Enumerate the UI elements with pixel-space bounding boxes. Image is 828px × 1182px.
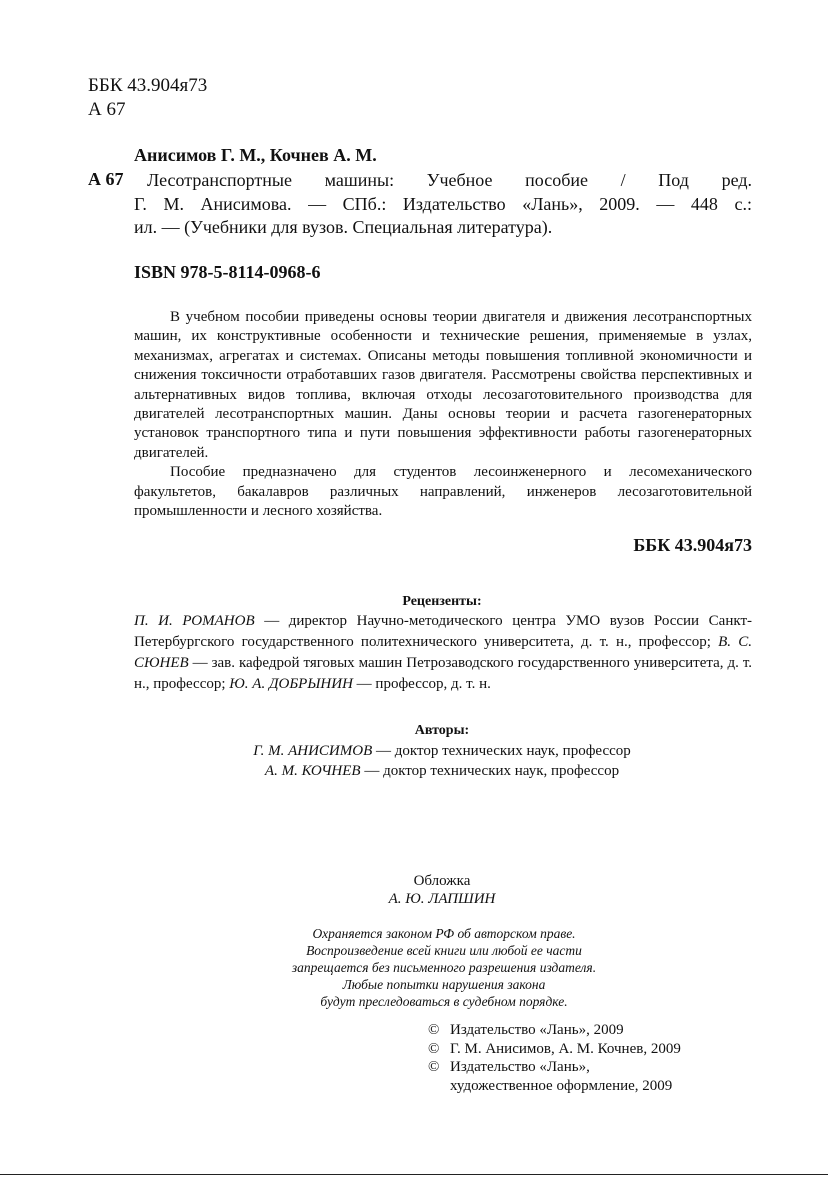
reviewer-name: В. С. СЮНЕВ	[134, 634, 752, 671]
abstract	[134, 308, 752, 521]
description-line: Лесотранспортные машины: Учебное пособие / Под ред.	[147, 170, 752, 190]
authors-heading: Авторы:	[414, 723, 470, 738]
copyright-notice	[0, 925, 828, 1010]
reviewer-info: — профессор, д. т. н.	[352, 676, 491, 692]
cover-credit	[0, 872, 828, 908]
reviewer-name: П. И. РОМАНОВ	[134, 613, 255, 629]
bbk-classification-right: ББК 43.904я73	[633, 535, 752, 555]
reviewer-info: — зав. кафедрой тяговых машин Петрозаводского государственного университета, д. т. н., профессор;	[134, 655, 752, 692]
author-info: — доктор технических наук, профессор	[360, 763, 620, 779]
author-info: — доктор технических наук, профессор	[372, 743, 631, 759]
record-authors: Анисимов Г. М., Кочнев А. М.	[134, 145, 377, 165]
copyright-holder: художественное оформление, 2009	[450, 1077, 673, 1094]
reviewer-name: Ю. А. ДОБРЫНИН	[229, 676, 353, 692]
copyright-holder: Издательство «Лань», 2009	[450, 1022, 624, 1038]
abstract-paragraph: Пособие предназначено для студентов лесоинженерного и лесомеханического факультетов, бакалавров различных направлений, инженеров лесозаготовительной промышленности и лесного хозяйства.	[134, 464, 752, 520]
copyright-holder: Издательство «Лань»,	[450, 1059, 590, 1075]
author-entry	[0, 741, 828, 761]
notice-line: будут преследоваться в судебном порядке.	[320, 994, 568, 1009]
bbk-header	[88, 74, 207, 122]
reviewers-list	[134, 611, 752, 695]
bbk-classification: ББК 43.904я73	[88, 75, 208, 96]
author-name: Г. М. АНИСИМОВ	[253, 743, 373, 759]
copyright-holder: Г. М. Анисимов, А. М. Кочнев, 2009	[450, 1040, 681, 1057]
bottom-rule	[0, 1174, 828, 1175]
description-line: ил. — (Учебники для вузов. Специальная литература).	[134, 217, 553, 237]
description-line: Г. М. Анисимова. — СПб.: Издательство «Лань», 2009. — 448 с.:	[134, 193, 752, 214]
authors-list	[0, 741, 828, 781]
author-name: А. М. КОЧНЕВ	[264, 763, 361, 779]
copyright-line	[428, 1040, 681, 1059]
author-entry	[0, 761, 828, 781]
notice-line: Воспроизведение всей книги или любой ее части	[306, 943, 582, 958]
copyright-icon: ©	[428, 1040, 440, 1057]
copyright-holders	[428, 1021, 681, 1095]
record-description	[134, 169, 752, 240]
author-code: А 67	[88, 99, 126, 120]
record-code: А 67	[88, 169, 124, 189]
abstract-paragraph: В учебном пособии приведены основы теории двигателя и движения лесотранспортных машин, их конструктивные особенности и технические решения, применяемые в узлах, механизмах, агрегатах и системах. Описаны методы повышения топливной экономичности и снижения токсичности отработавших газов двигателя. Рассмотрены свойства перспективных и альтернативных видов топлива, включая отходы лесозаготовительного производства для двигателей лесотранспортных машин. Даны основы теории и расчета газогенераторных установок транспортного типа и пути повышения эффективности работы газогенераторных двигателей.	[134, 309, 752, 461]
cover-designer: А. Ю. ЛАПШИН	[388, 891, 496, 907]
notice-line: Охраняется законом РФ об авторском праве.	[312, 926, 576, 941]
cover-label: Обложка	[413, 873, 471, 889]
copyright-line	[428, 1021, 681, 1040]
notice-line: Любые попытки нарушения закона	[342, 977, 546, 992]
copyright-icon: ©	[428, 1059, 440, 1075]
isbn: ISBN 978-5-8114-0968-6	[134, 262, 321, 282]
copyright-icon: ©	[428, 1022, 440, 1038]
notice-line: запрещается без письменного разрешения издателя.	[291, 960, 597, 975]
copyright-line	[428, 1077, 681, 1096]
reviewers-heading: Рецензенты:	[402, 594, 482, 609]
reviewer-info: — директор Научно-методического центра УМО вузов России Санкт-Петербургского государственного политехнического университета, д. т. н., профессор;	[134, 613, 752, 650]
copyright-line	[428, 1058, 681, 1077]
